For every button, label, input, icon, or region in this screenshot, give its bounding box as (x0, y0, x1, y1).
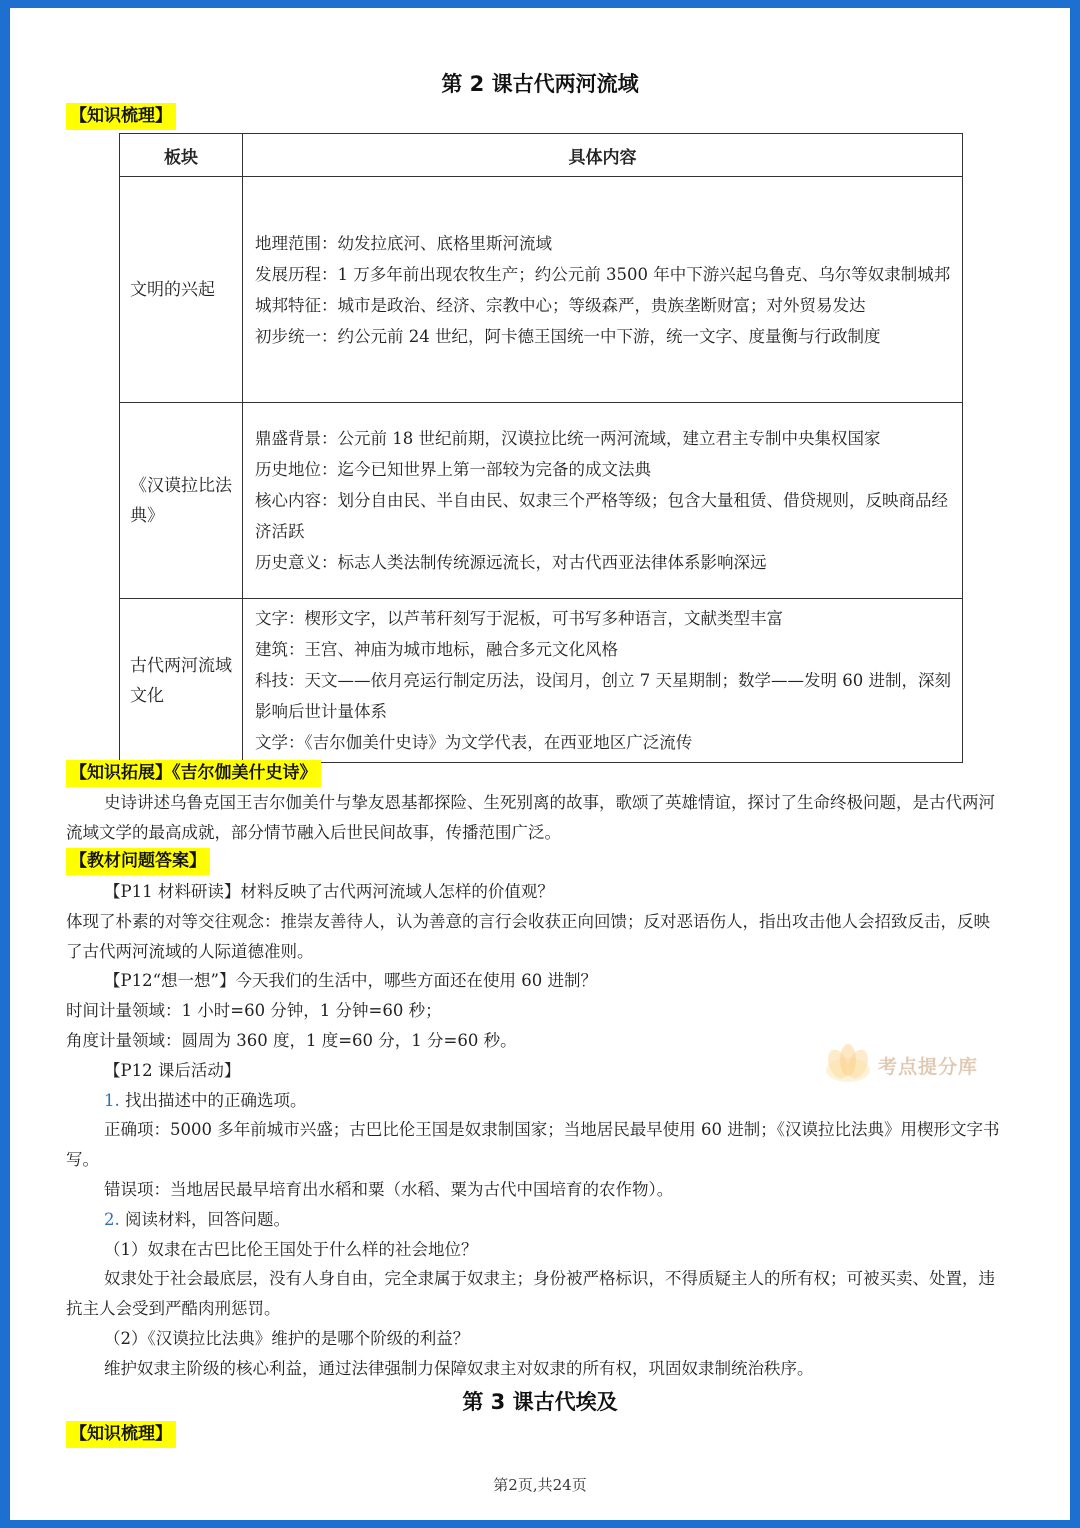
tag-knowledge-extension: 【知识拓展】《吉尔伽美什史诗》 (66, 760, 321, 787)
sub-question-2: （2）《汉谟拉比法典》维护的是哪个阶级的利益？ (104, 1328, 470, 1348)
activity-title: 【P12 课后活动】 (104, 1060, 241, 1080)
section-label: 古代两河流域文化 (120, 599, 243, 763)
content-line: 城邦特征：城市是政治、经济、宗教中心；等级森严，贵族垄断财富；对外贸易发达 (255, 295, 866, 315)
item-text: 找出描述中的正确选项。 (125, 1090, 307, 1110)
content-line: 发展历程：1 万多年前出现农牧生产；约公元前 3500 年中下游兴起乌鲁克、乌尔等奴隶制城邦 (255, 264, 951, 284)
content-line: 建筑：王宫、神庙为城市地标，融合多元文化风格 (255, 640, 618, 659)
question-p12-think: 【P12“想一想”】今天我们的生活中，哪些方面还在使用 60 进制？ (104, 971, 597, 991)
tag-knowledge-summary-lesson3: 【知识梳理】 (66, 1421, 176, 1448)
section-content (243, 403, 963, 599)
answer-time: 时间计量领域：1 小时=60 分钟，1 分钟=60 秒； (66, 1001, 442, 1021)
watermark-text: 考点提分库 (878, 1056, 979, 1078)
lesson2-title: 第 2 课古代两河流域 (441, 72, 639, 96)
header-content: 具体内容 (243, 134, 963, 177)
content-line: 科技：天文——依月亮运行制定历法，设闰月，创立 7 天星期制；数学——发明 60 进制，深刻影响后世计量体系 (255, 671, 951, 721)
answer-angle: 角度计量领域：圆周为 360 度，1 度=60 分，1 分=60 秒。 (66, 1030, 517, 1050)
sub-answer-1: 奴隶处于社会最底层，没有人身自由，完全隶属于奴隶主；身份被严格标识，不得质疑主人的所有权；可被买卖、处置，违抗主人会受到严酷肉刑惩罚。 (66, 1269, 995, 1319)
sub-answer-2: 维护奴隶主阶级的核心利益，通过法律强制力保障奴隶主对奴隶的所有权，巩固奴隶制统治秩序。 (104, 1358, 814, 1378)
item1-wrong: 错误项：当地居民最早培育出水稻和粟（水稻、粟为古代中国培育的农作物）。 (104, 1179, 674, 1199)
extension-text: 史诗讲述乌鲁克国王吉尔伽美什与挚友恩基都探险、生死别离的故事，歌颂了英雄情谊，探讨了生命终极问题，是古代两河流域文学的最高成就，部分情节融入后世民间故事，传播范围广泛。 (66, 793, 995, 842)
content-line: 地理范围：幼发拉底河、底格里斯河流域 (255, 233, 552, 253)
tag-knowledge-summary: 【知识梳理】 (66, 103, 176, 130)
section-content (243, 177, 963, 403)
lesson3-title: 第 3 课古代埃及 (462, 1390, 618, 1414)
item-number: 2. (104, 1209, 120, 1229)
table-header-row (120, 134, 963, 177)
lotus-icon (818, 1040, 878, 1090)
knowledge-table (119, 133, 963, 763)
content-line: 鼎盛背景：公元前 18 世纪前期，汉谟拉比统一两河流域，建立君主专制中央集权国家 (255, 429, 881, 448)
content-line: 核心内容：划分自由民、半自由民、奴隶三个严格等级；包含大量租赁、借贷规则，反映商品经济活跃 (255, 491, 948, 541)
content-line: 文字：楔形文字，以芦苇秆刻写于泥板，可书写多种语言，文献类型丰富 (255, 609, 783, 628)
answer-p11: 体现了朴素的对等交往观念：推崇友善待人，认为善意的言行会收获正向回馈；反对恶语伤人，指出攻击他人会招致反击，反映了古代两河流域的人际道德准则。 (66, 911, 990, 961)
answers-section (66, 877, 1006, 1384)
table-row (120, 599, 963, 763)
section-content (243, 599, 963, 763)
content-line: 文学：《吉尔伽美什史诗》为文学代表，在西亚地区广泛流传 (255, 733, 693, 752)
sub-question-1: （1）奴隶在古巴比伦王国处于什么样的社会地位？ (104, 1239, 478, 1259)
document-page (10, 8, 1070, 1520)
header-block: 板块 (120, 134, 243, 177)
activity-item-1 (66, 1086, 1006, 1116)
watermark (818, 1040, 1018, 1090)
item-text: 阅读材料，回答问题。 (125, 1209, 290, 1229)
content-line: 初步统一：约公元前 24 世纪，阿卡德王国统一中下游，统一文字、度量衡与行政制度 (255, 326, 881, 346)
activity-item-2 (66, 1205, 1006, 1235)
item1-correct: 正确项：5000 多年前城市兴盛；古巴比伦王国是奴隶制国家；当地居民最早使用 60 进制；《汉谟拉比法典》用楔形文字书写。 (66, 1120, 1000, 1170)
table-row (120, 403, 963, 599)
extension-paragraph (66, 788, 1006, 848)
content-line: 历史意义：标志人类法制传统源远流长，对古代西亚法律体系影响深远 (255, 553, 767, 572)
tag-textbook-answers: 【教材问题答案】 (66, 848, 210, 875)
item-number: 1. (104, 1090, 120, 1110)
page-footer: 第2页,共24页 (493, 1476, 587, 1494)
table-row (120, 177, 963, 403)
section-label: 文明的兴起 (120, 177, 243, 403)
section-label: 《汉谟拉比法典》 (120, 403, 243, 599)
question-p11: 【P11 材料研读】材料反映了古代两河流域人怎样的价值观？ (104, 882, 554, 901)
content-line: 历史地位：迄今已知世界上第一部较为完备的成文法典 (255, 460, 651, 479)
